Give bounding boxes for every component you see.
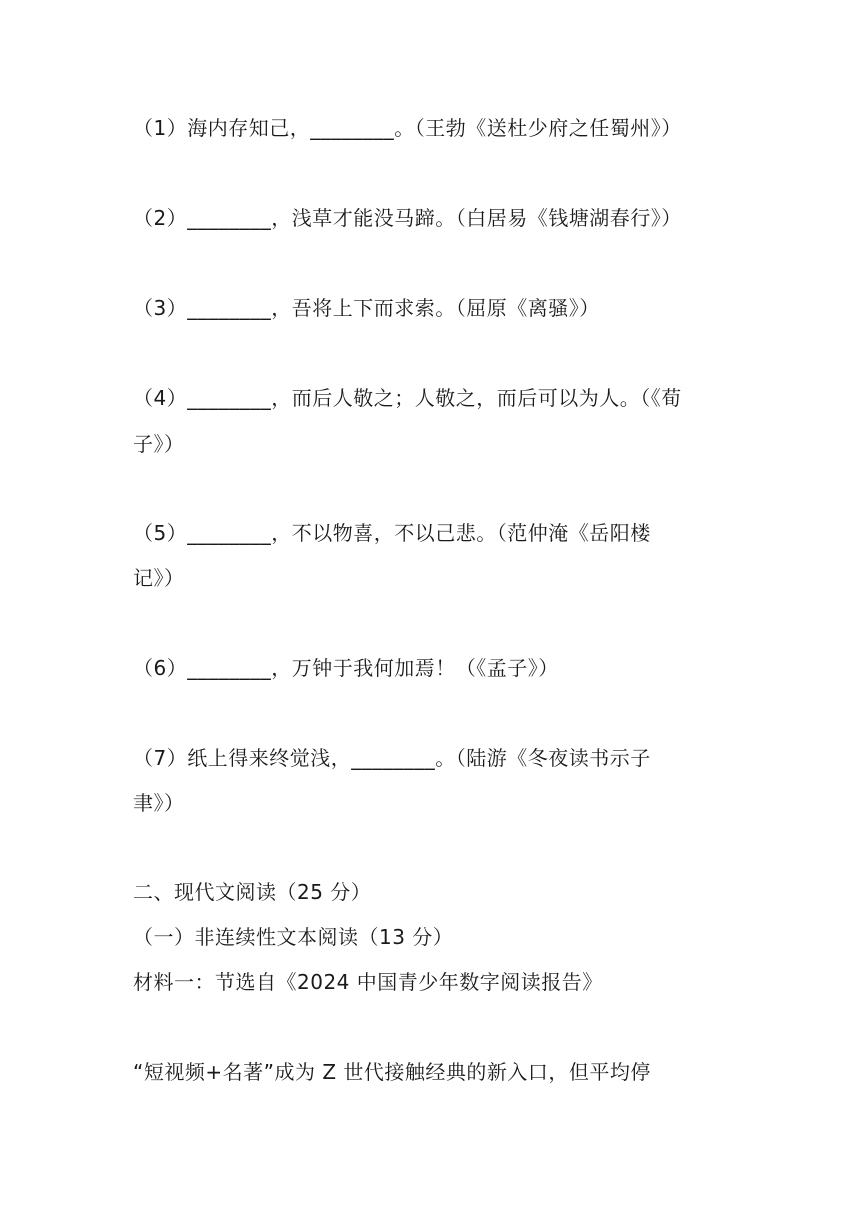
subsection-heading: （一）非连续性文本阅读（13 分） <box>133 925 454 949</box>
fill-blank-item-7: （7）纸上得来终觉浅，________。（陆游《冬夜读书示子 <box>133 746 651 770</box>
fill-blank-item-3: （3）________，吾将上下而求索。（屈原《离骚》） <box>133 296 600 320</box>
fill-blank-item-4-continued: 子》） <box>133 432 185 456</box>
fill-blank-item-5: （5）________，不以物喜，不以己悲。（范仲淹《岳阳楼 <box>133 521 651 545</box>
fill-blank-item-2: （2）________，浅草才能没马蹄。（白居易《钱塘湖春行》） <box>133 206 682 230</box>
fill-blank-item-1: （1）海内存知己，________。（王勃《送杜少府之任蜀州》） <box>133 116 682 140</box>
fill-blank-item-4: （4）________，而后人敬之；人敬之，而后可以为人。（《荀 <box>133 386 682 410</box>
fill-blank-item-5-continued: 记》） <box>133 566 185 590</box>
section-heading: 二、现代文阅读（25 分） <box>133 880 372 904</box>
body-paragraph-line: “短视频+名著”成为 Z 世代接触经典的新入口，但平均停 <box>133 1060 651 1084</box>
material-title: 材料一：节选自《2024 中国青少年数字阅读报告》 <box>133 970 603 994</box>
fill-blank-item-6: （6）________，万钟于我何加焉！（《孟子》） <box>133 656 559 680</box>
fill-blank-item-7-continued: 聿》） <box>133 791 185 815</box>
